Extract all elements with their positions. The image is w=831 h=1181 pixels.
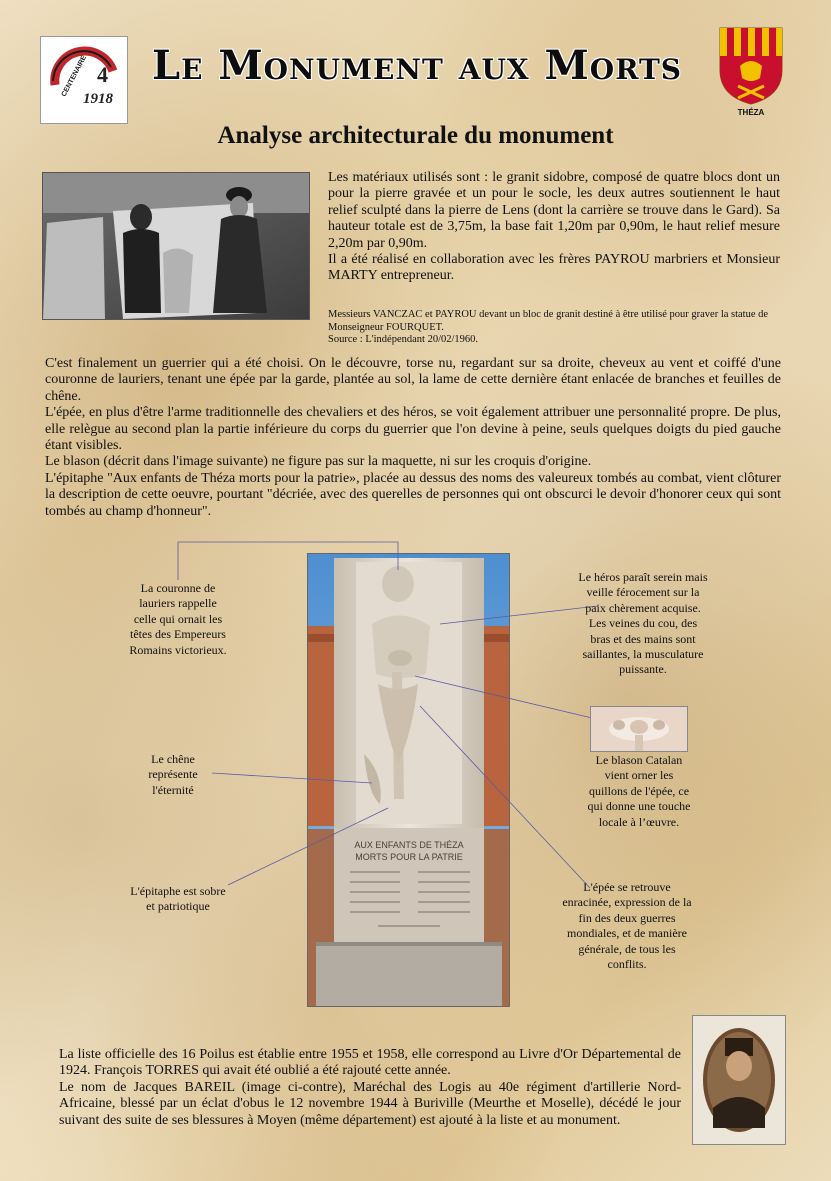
callout-heros: Le héros paraît serein mais veille férocement sur la paix chèrement acquise. Les veines du cou, des bras et des mains sont saillantes, la musculature puissante. <box>578 570 708 677</box>
page-title: Le Monument aux Morts <box>151 42 683 89</box>
caption-source: Source : L'indépendant 20/02/1960. <box>328 334 479 345</box>
blason-detail-photo <box>590 706 688 752</box>
monument-image <box>308 554 509 1006</box>
bottom-text <box>59 1047 681 1129</box>
callout-chene: Le chêne représente l'éternité <box>148 752 198 797</box>
callout-blason: Le blason Catalan vient orner les quillons de l'épée, ce qui donne une touche locale à l’œuvre. <box>587 753 691 829</box>
logo-digit: 4 <box>97 62 108 87</box>
centenaire-logo <box>40 36 128 124</box>
intro-paragraph-1: Les matériaux utilisés sont : le granit sidobre, composé de quatre blocs dont un pour la pierre gravée et un pour le socle, les deux autres soutiennent le haut relief sculpté dans la pierre de Lens (dont la carrière se trouve dans le Gard). Sa hauteur totale est de 3,75m, la base fait 1,20m par 0,90m, le haut relief mesure 2,20m par 0,90m. <box>328 170 780 251</box>
logo-year: 1918 <box>83 91 113 107</box>
portrait-image <box>693 1016 785 1144</box>
inscription-line-2: MORTS POUR LA PATRIE <box>355 852 463 862</box>
inscription-line-1: AUX ENFANTS DE THÉZA <box>354 840 464 850</box>
photo-caption <box>328 309 780 347</box>
body-paragraph-2: L'épée, en plus d'être l'arme traditionnelle des chevaliers et des héros, se voit également attribuer une personnalité propre. De plus, elle relègue au second plan la partie inférieure du corps du guerrier que l'on devine à peine, seuls quelques doigts du pied gauche étant visibles. <box>45 405 781 454</box>
callout-epee: L'épée se retrouve enracinée, expression de la fin des deux guerres mondiales, et de manière générale, de tous les conflits. <box>562 880 692 972</box>
intro-text <box>328 170 780 285</box>
caption-line-1: Messieurs VANCZAC et PAYROU devant un bloc de granit destiné à être utilisé pour graver la statue de Monseigneur FOURQUET. <box>328 309 769 333</box>
callout-epitaphe: L'épitaphe est sobre et patriotique <box>130 884 226 914</box>
blason-detail-image <box>591 707 687 751</box>
photo-granite-block-image <box>43 173 309 319</box>
crest-label: THÉZA <box>737 108 765 117</box>
centenaire-emblem-icon <box>41 37 127 123</box>
intro-paragraph-2: Il a été réalisé en collaboration avec les frères PAYROU marbriers et Monsieur MARTY entrepreneur. <box>328 252 780 284</box>
body-paragraph-3: Le blason (décrit dans l'image suivante) ne figure pas sur la maquette, ni sur les croquis d'origine. <box>45 454 592 470</box>
theza-crest <box>718 26 784 106</box>
logo-centenaire-text: CENTENAIRE <box>60 54 89 98</box>
body-paragraph-4: L'épitaphe "Aux enfants de Théza morts pour la patrie», placée au dessus des noms des valeureux tombés au combat, vient clôturer la description de cette oeuvre, pourtant "décriée, avec des querelles de personnes qui ont obscurci le devoir d'honorer ceux qui sont tombés au champ d'honneur". <box>45 470 781 519</box>
body-paragraph-1: C'est finalement un guerrier qui a été choisi. On le découvre, torse nu, regardant sur sa droite, cheveux au vent et coiffé d'une couronne de lauriers, tenant une épée par la garde, plantée au sol, la lame de cette dernière étant enlacée de branches et feuilles de chêne. <box>45 356 781 404</box>
callout-couronne: La couronne de lauriers rappelle celle qui ornait les têtes des Empereurs Romains victorieux. <box>129 581 227 657</box>
bottom-paragraph-2: Le nom de Jacques BAREIL (image ci-contre), Maréchal des Logis au 40e régiment d'artillerie Nord-Africaine, blessé par un éclat d'obus le 12 novembre 1944 à Buriville (Meurthe et Moselle), décédé le jour suivant des suite de ses blessures à Moyen (même département) est ajouté à la liste et au monument. <box>59 1079 681 1128</box>
page-subtitle: Analyse architecturale du monument <box>217 122 614 149</box>
bottom-paragraph-1: La liste officielle des 16 Poilus est établie entre 1955 et 1958, elle correspond au Livre d'Or Départemental de 1924. François TORRES qui avait été oublié a été rajouté cette année. <box>59 1047 681 1079</box>
body-text <box>45 356 781 520</box>
crest-shield-icon <box>718 26 784 106</box>
monument-photo <box>307 553 510 1007</box>
portrait-jacques-bareil <box>692 1015 786 1145</box>
historic-photo <box>42 172 310 320</box>
